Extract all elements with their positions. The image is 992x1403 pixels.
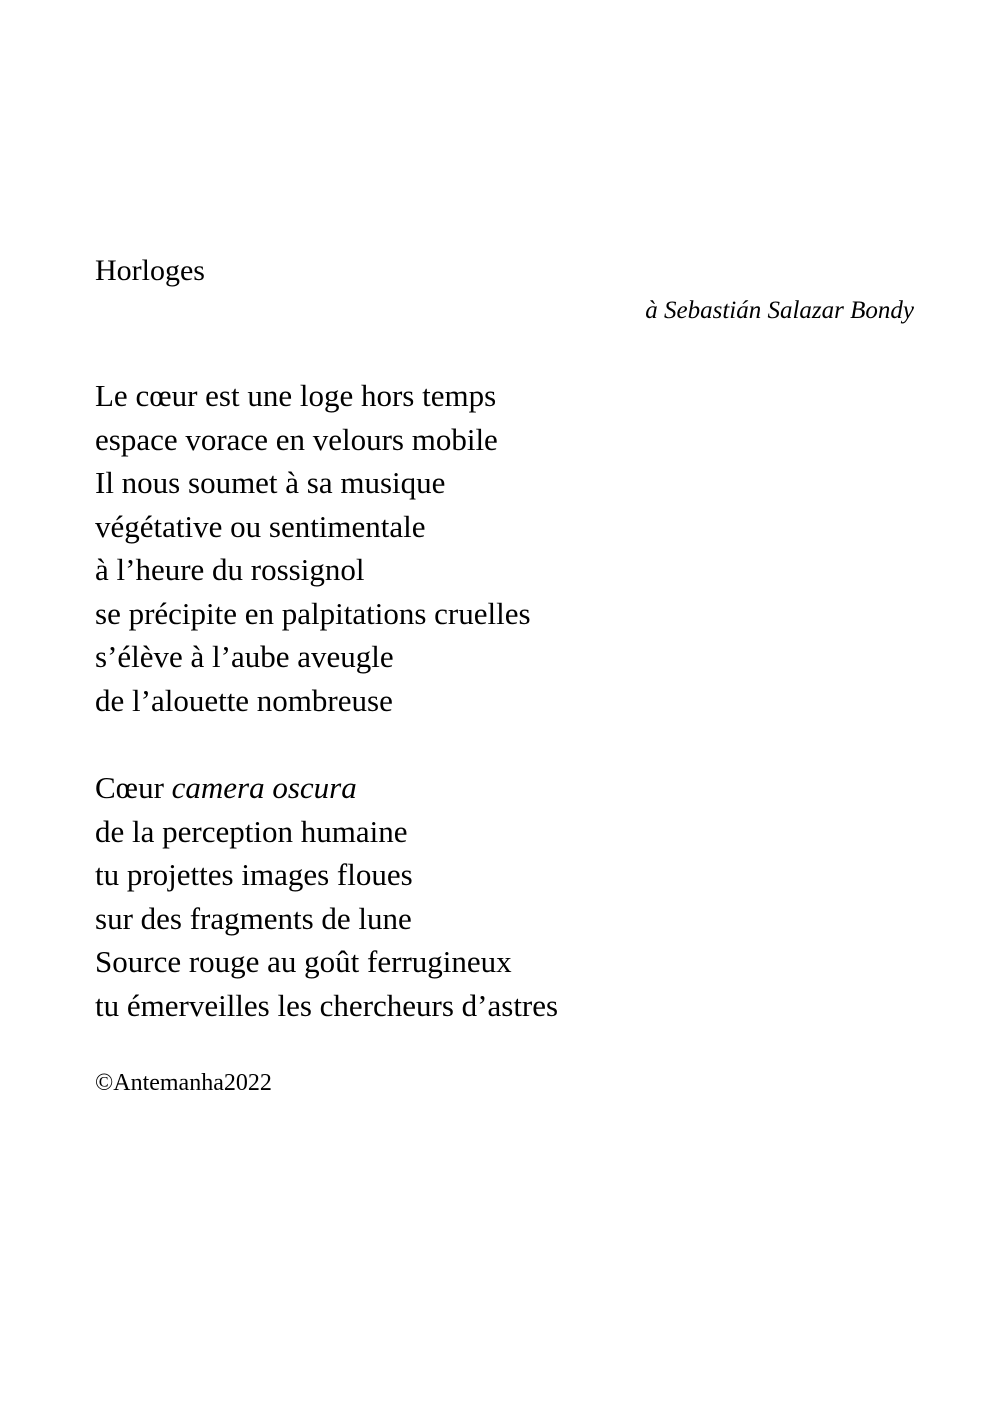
copyright-notice: ©Antemanha2022 <box>95 1070 272 1096</box>
stanza-2 <box>95 766 558 1027</box>
verse-line: de l’alouette nombreuse <box>95 682 393 718</box>
verse-line: se précipite en palpitations cruelles <box>95 595 531 631</box>
verse-line: Il nous soumet à sa musique <box>95 465 446 500</box>
verse-line: végétative ou sentimentale <box>95 508 426 544</box>
verse-line: Le cœur est une loge hors temps <box>95 378 497 413</box>
verse-line: espace vorace en velours mobile <box>95 421 498 457</box>
verse-line-first <box>95 766 558 810</box>
poem-title: Horloges <box>95 254 205 287</box>
dedication: à Sebastián Salazar Bondy <box>645 297 914 324</box>
verse-line: de la perception humaine <box>95 813 408 849</box>
verse-prefix: Cœur <box>95 770 172 805</box>
verse-line: sur des fragments de lune <box>95 900 412 936</box>
verse-line: s’élève à l’aube aveugle <box>95 639 394 674</box>
verse-italic-phrase: camera oscura <box>171 770 357 805</box>
verse-line: tu projettes images floues <box>95 857 413 892</box>
stanza-1 <box>95 374 531 722</box>
verse-line: tu émerveilles les chercheurs d’astres <box>95 987 559 1023</box>
verse-line: à l’heure du rossignol <box>95 552 365 587</box>
verse-line: Source rouge au goût ferrugineux <box>95 944 512 979</box>
